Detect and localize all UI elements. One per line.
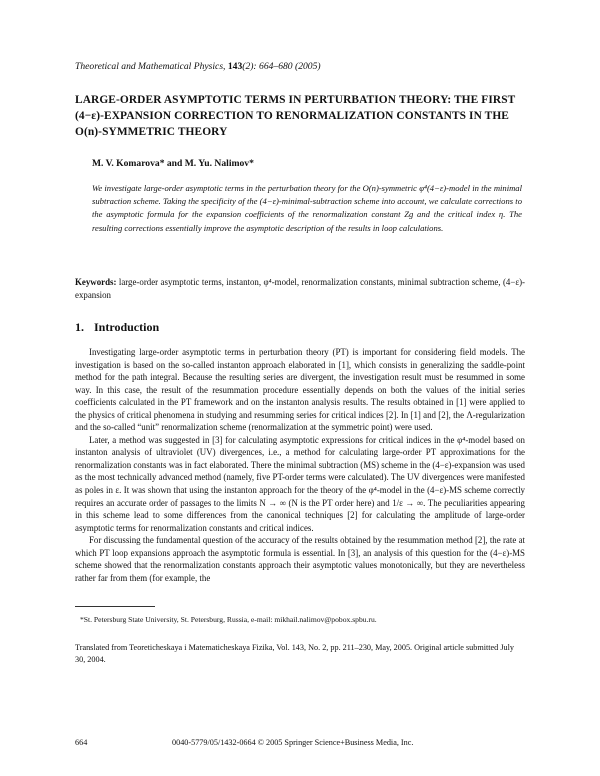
affiliation-footnote: *St. Petersburg State University, St. Petersburg, Russia, e-mail: mikhail.nalimov@pobox.spbu.ru. [80,615,377,624]
keywords-text: large-order asymptotic terms, instanton, φ⁴-model, renormalization constants, minimal subtraction scheme, (4−ε)-expansion [75,277,525,300]
keywords [75,276,525,301]
journal-pages: (2): 664–680 (2005) [242,61,321,72]
keywords-label: Keywords: [75,277,117,287]
journal-name: Theoretical and Mathematical Physics, [75,61,226,72]
paper-title: LARGE-ORDER ASYMPTOTIC TERMS IN PERTURBATION THEORY: THE FIRST (4−ε)-EXPANSION CORRECTION TO RENORMALIZATION CONSTANTS IN THE O(n)-SYMMETRIC THEORY [75,94,516,138]
body-text [75,346,525,584]
journal-volume: 143 [227,61,243,72]
body-paragraph: Later, a method was suggested in [3] for calculating asymptotic expressions for critical indices in the φ⁴-model based on instanton analysis of ultraviolet (UV) divergences, i.e., a method for calculating large-order PT approximations for the renormalization constants was in fact elaborated. There the minimal subtraction (MS) scheme in the (4−ε)-expansion was used as the most technically advanced method (namely, five PT-order terms were calculated). The UV divergences were manifested as poles in ε. It was shown that using the instanton approach for the theory of the φ⁴-model in the (4−ε)-MS scheme correctly requires an accurate order of passages to the limits N → ∞ (N is the PT order here) and 1/ε → ∞. The peculiarities appearing in this scheme lead to some differences from the canonical techniques [2] for calculating the amplitude of large-order asymptotic terms for renormalization constants and critical indices. [75,434,525,533]
section-title: Introduction [94,320,160,334]
body-paragraph: For discussing the fundamental question of the accuracy of the results obtained by the resummation method [2], the rate at which PT loop expansions approach the asymptotic formula is essential. In [3], an analysis of this question for the (4−ε)-MS scheme showed that the renormalization constants approach their asymptotic values monotonically, but they are nevertheless rather far from them (for example, the [75,535,525,583]
page-number: 664 [75,738,88,747]
section-number: 1. [75,320,84,334]
author-list: M. V. Komarova* and M. Yu. Nalimov* [92,158,254,169]
abstract: We investigate large-order asymptotic terms in the perturbation theory for the O(n)-symmetric φ⁴(4−ε)-model in the minimal subtraction scheme. Taking the specificity of the (4−ε)-minimal-subtraction scheme into account, we calculate corrections to the asymptotic formula for the expansion coefficients of the renormalization constant Zg and the critical index η. The resulting corrections essentially improve the asymptotic description of the results in loop calculations. [92,183,522,233]
footnote-rule [75,606,155,607]
section-heading [75,320,159,335]
body-paragraph: Investigating large-order asymptotic terms in perturbation theory (PT) is important for considering field models. The investigation is based on the so-called instanton approach elaborated in [1], which consists in generalizing the saddle-point method for the path integral. Because the resulting series are divergent, the investigation result must be resummed in some way. In this case, the result of the resummation procedure essentially depends on both the values of the initial series coefficients calculated in the PT framework and on the instanton analysis results. The results obtained in [1] were applied to the physics of critical phenomena in studying and resumming series for critical indices [2]. In [1] and [2], the Λ-regularization and the so-called “unit” renormalization scheme (renormalization at the symmetric point) were used. [75,347,525,433]
translation-note: Translated from Teoreticheskaya i Matematicheskaya Fizika, Vol. 143, No. 2, pp. 211–230, May, 2005. Original article submitted July 30, 2004. [75,643,514,665]
journal-header [75,61,321,72]
copyright-line: 0040-5779/05/1432-0664 © 2005 Springer Science+Business Media, Inc. [172,738,414,747]
